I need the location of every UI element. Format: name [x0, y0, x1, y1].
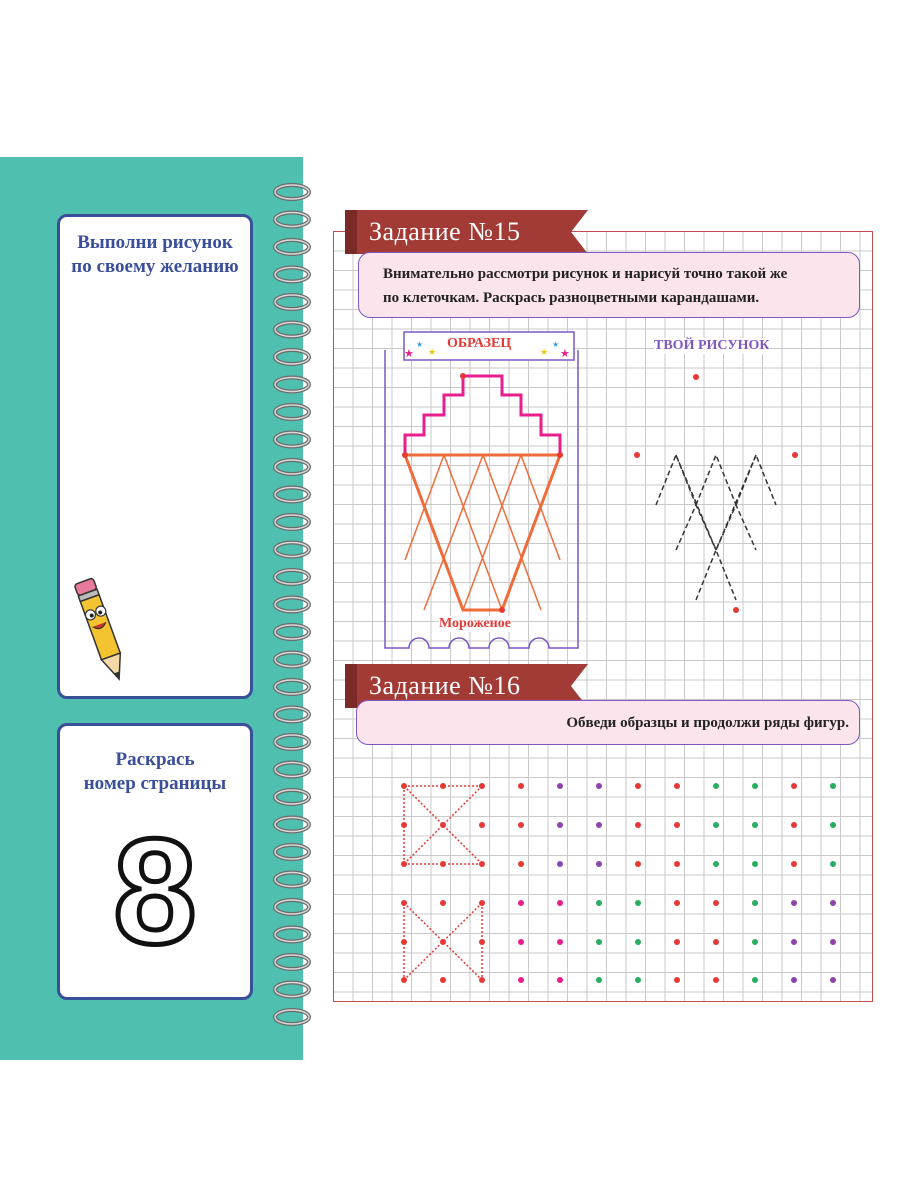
pattern-dot: [830, 822, 836, 828]
pattern-dot: [557, 861, 563, 867]
ice-cream-sample: [402, 373, 563, 613]
task15-instruction-line2: по клеточкам. Раскрась разноцветными карандашами.: [383, 290, 760, 306]
svg-text:★: ★: [428, 347, 437, 357]
pattern-dot: [713, 861, 719, 867]
pattern-dot: [479, 822, 485, 828]
task16-title: Задание №16: [369, 671, 521, 700]
your-drawing-label: ТВОЙ РИСУНОК: [654, 338, 770, 353]
pattern-dot: [596, 939, 602, 945]
sample-frame: [385, 332, 578, 648]
your-drawing-dots: [634, 374, 798, 613]
pattern-dot: [479, 900, 485, 906]
pattern-dot: [401, 977, 407, 983]
pattern-dot: [752, 900, 758, 906]
pattern-dot: [440, 939, 446, 945]
pattern-dot: [479, 977, 485, 983]
pattern-dot: [713, 822, 719, 828]
color-page-number-title-line2: номер страницы: [83, 773, 227, 794]
pattern-dot: [557, 977, 563, 983]
pattern-dot: [791, 822, 797, 828]
pattern-dot: [752, 861, 758, 867]
pattern-dot: [401, 783, 407, 789]
pattern-dot: [830, 900, 836, 906]
pattern-dot: [635, 977, 641, 983]
pattern-dot: [713, 939, 719, 945]
free-drawing-title-line1: Выполни рисунок: [77, 232, 233, 253]
pattern-dot: [635, 939, 641, 945]
pattern-dot: [440, 900, 446, 906]
pattern-dot-grid: [401, 783, 836, 983]
pattern-dot: [791, 861, 797, 867]
pattern-dot: [557, 822, 563, 828]
pattern-dot: [440, 861, 446, 867]
pattern-dot: [674, 900, 680, 906]
pattern-dot: [713, 900, 719, 906]
pattern-dot: [713, 977, 719, 983]
pattern-dot: [674, 939, 680, 945]
pattern-dot: [635, 822, 641, 828]
pattern-dot: [596, 861, 602, 867]
pattern-dot: [557, 783, 563, 789]
task15-instruction-box: [358, 252, 860, 318]
pattern-dot: [518, 977, 524, 983]
svg-text:★: ★: [540, 347, 549, 357]
pattern-dot: [674, 783, 680, 789]
page-number[interactable]: 8: [113, 807, 197, 975]
pattern-dot: [479, 939, 485, 945]
pattern-dot: [557, 939, 563, 945]
pattern-dot: [518, 900, 524, 906]
pattern-dot: [440, 822, 446, 828]
svg-text:★: ★: [416, 340, 424, 349]
pattern-dot: [401, 861, 407, 867]
pattern-dot: [830, 861, 836, 867]
pattern-dot: [635, 861, 641, 867]
pattern-dot: [596, 900, 602, 906]
pattern-dot: [440, 977, 446, 983]
pattern-samples: [404, 786, 482, 980]
pattern-dot: [635, 783, 641, 789]
pattern-dot: [791, 783, 797, 789]
pattern-dot: [401, 900, 407, 906]
sample-caption: Мороженое: [439, 616, 511, 631]
pattern-dot: [401, 939, 407, 945]
task16-instruction-box: [356, 700, 860, 745]
pattern-dot: [596, 977, 602, 983]
pattern-dot: [479, 861, 485, 867]
pattern-dot: [830, 783, 836, 789]
pattern-dot: [596, 783, 602, 789]
pattern-dot: [635, 900, 641, 906]
pattern-dot: [479, 783, 485, 789]
color-page-number-title-line1: Раскрась: [115, 749, 195, 770]
pattern-dot: [752, 822, 758, 828]
pattern-dot: [674, 977, 680, 983]
task15-title: Задание №15: [369, 217, 521, 246]
your-drawing-guide: [656, 455, 776, 600]
sample-label: ОБРАЗЕЦ: [447, 336, 512, 351]
pattern-dot: [752, 939, 758, 945]
free-drawing-title-line2: по своему желанию: [71, 256, 239, 277]
task15-instruction-line1: Внимательно рассмотри рисунок и нарисуй точно такой же: [383, 266, 788, 282]
svg-text:★: ★: [552, 340, 560, 349]
pattern-dot: [557, 900, 563, 906]
pattern-dot: [518, 783, 524, 789]
pattern-dot: [674, 861, 680, 867]
pattern-dot: [401, 822, 407, 828]
pattern-dot: [713, 783, 719, 789]
svg-text:★: ★: [404, 348, 414, 360]
pattern-dot: [518, 822, 524, 828]
pattern-dot: [752, 783, 758, 789]
pattern-dot: [518, 939, 524, 945]
pattern-dot: [791, 939, 797, 945]
pattern-dot: [830, 939, 836, 945]
pattern-dot: [791, 977, 797, 983]
pattern-dot: [791, 900, 797, 906]
pattern-dot: [596, 822, 602, 828]
svg-text:★: ★: [560, 348, 570, 360]
pattern-dot: [440, 783, 446, 789]
pattern-dot: [752, 977, 758, 983]
pattern-dot: [674, 822, 680, 828]
task16-instruction: Обведи образцы и продолжи ряды фигур.: [566, 715, 849, 731]
pattern-dot: [518, 861, 524, 867]
task15-ribbon: [345, 210, 588, 254]
pattern-dot: [830, 977, 836, 983]
